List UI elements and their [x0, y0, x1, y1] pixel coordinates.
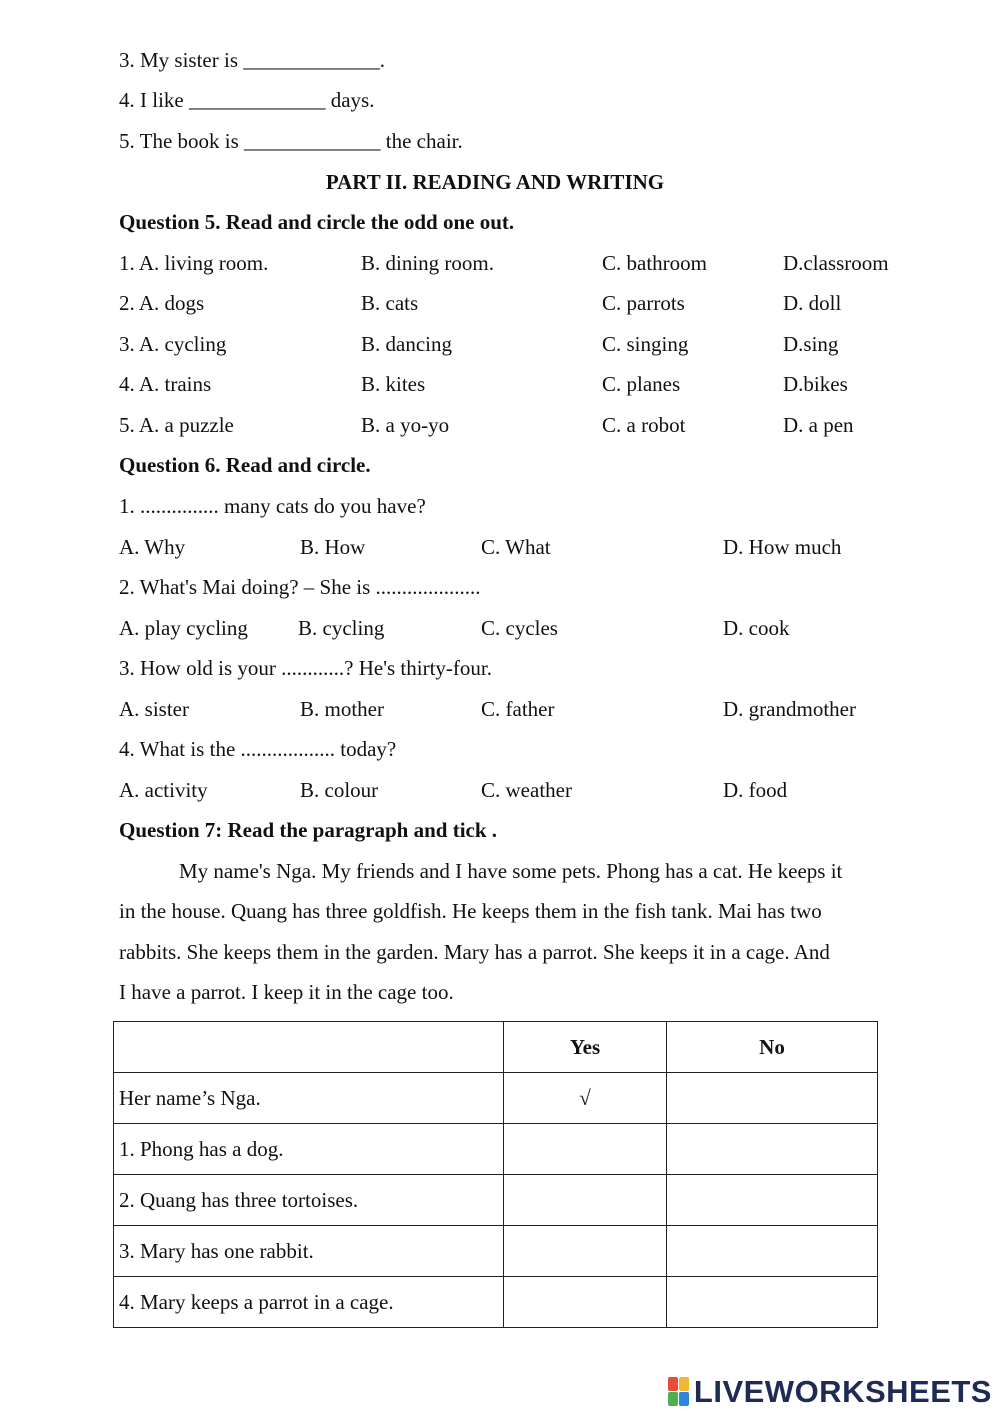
- no-cell[interactable]: [667, 1226, 878, 1277]
- statement-cell: 3. Mary has one rabbit.: [114, 1226, 504, 1277]
- q5-option[interactable]: B. dining room.: [361, 251, 495, 275]
- header-cell-statement: [114, 1022, 504, 1073]
- logo-text: LIVEWORKSHEETS: [693, 1374, 992, 1409]
- no-cell[interactable]: [667, 1175, 878, 1226]
- q5-option[interactable]: 4. A. trains: [119, 372, 212, 396]
- header-cell-no: No: [667, 1022, 878, 1073]
- q6-question-4: 4. What is the .................. today?: [119, 737, 397, 761]
- q5-option[interactable]: 5. A. a puzzle: [119, 413, 234, 437]
- q5-option[interactable]: B. kites: [361, 372, 426, 396]
- q6-option[interactable]: C. father: [481, 697, 555, 721]
- q6-option[interactable]: C. weather: [481, 778, 572, 802]
- paragraph-line: in the house. Quang has three goldfish. He keeps them in the fish tank. Mai has two: [119, 899, 822, 923]
- no-cell[interactable]: [667, 1124, 878, 1175]
- part-2-title: PART II. READING AND WRITING: [325, 170, 665, 194]
- statement-cell: Her name’s Nga.: [114, 1073, 504, 1124]
- q6-question-3: 3. How old is your ............? He's thirty-four.: [119, 656, 492, 680]
- statement-cell: 4. Mary keeps a parrot in a cage.: [114, 1277, 504, 1328]
- q6-option[interactable]: C. What: [481, 535, 551, 559]
- q6-option[interactable]: A. play cycling: [119, 616, 248, 640]
- paragraph-line: I have a parrot. I keep it in the cage too.: [119, 980, 454, 1004]
- q6-option[interactable]: B. mother: [300, 697, 384, 721]
- q5-option[interactable]: D.bikes: [783, 372, 848, 396]
- q6-option[interactable]: C. cycles: [481, 616, 558, 640]
- q5-option[interactable]: D. doll: [783, 291, 842, 315]
- q5-option[interactable]: D.classroom: [783, 251, 889, 275]
- yes-cell[interactable]: [504, 1226, 667, 1277]
- tick-table: [113, 1021, 878, 1328]
- table-row: [114, 1124, 878, 1175]
- q5-option[interactable]: C. bathroom: [602, 251, 707, 275]
- q6-question-2: 2. What's Mai doing? – She is ....................: [119, 575, 481, 599]
- yes-cell[interactable]: [504, 1175, 667, 1226]
- statement-cell: 2. Quang has three tortoises.: [114, 1175, 504, 1226]
- no-cell[interactable]: [667, 1277, 878, 1328]
- q5-option[interactable]: 3. A. cycling: [119, 332, 227, 356]
- q5-option[interactable]: B. dancing: [361, 332, 452, 356]
- q5-option[interactable]: C. a robot: [602, 413, 686, 437]
- liveworksheets-logo: [668, 1374, 992, 1410]
- q6-option[interactable]: D. grandmother: [723, 697, 856, 721]
- paragraph-line: rabbits. She keeps them in the garden. Mary has a parrot. She keeps it in a cage. And: [119, 940, 830, 964]
- q5-option[interactable]: D. a pen: [783, 413, 854, 437]
- question-7-title: Question 7: Read the paragraph and tick .: [119, 818, 498, 842]
- q5-option[interactable]: C. singing: [602, 332, 689, 356]
- paragraph-line: My name's Nga. My friends and I have some pets. Phong has a cat. He keeps it: [179, 859, 843, 883]
- q6-option[interactable]: D. cook: [723, 616, 790, 640]
- q5-option[interactable]: 1. A. living room.: [119, 251, 269, 275]
- fill-blank-item-3: 3. My sister is _____________.: [119, 48, 386, 72]
- table-row: [114, 1073, 878, 1124]
- no-cell[interactable]: [667, 1073, 878, 1124]
- table-row: [114, 1175, 878, 1226]
- yes-cell[interactable]: √: [504, 1073, 667, 1124]
- fill-blank-item-4: 4. I like _____________ days.: [119, 88, 375, 112]
- question-6-title: Question 6. Read and circle.: [119, 453, 371, 477]
- question-5-title: Question 5. Read and circle the odd one out.: [119, 210, 515, 234]
- statement-cell: 1. Phong has a dog.: [114, 1124, 504, 1175]
- q6-option[interactable]: D. food: [723, 778, 788, 802]
- q5-option[interactable]: 2. A. dogs: [119, 291, 205, 315]
- q6-question-1: 1. ............... many cats do you have?: [119, 494, 426, 518]
- header-cell-yes: Yes: [504, 1022, 667, 1073]
- logo-mark-icon: [668, 1377, 690, 1407]
- yes-cell[interactable]: [504, 1277, 667, 1328]
- q6-option[interactable]: D. How much: [723, 535, 842, 559]
- q5-option[interactable]: B. cats: [361, 291, 419, 315]
- q5-option[interactable]: D.sing: [783, 332, 839, 356]
- q6-option[interactable]: A. sister: [119, 697, 189, 721]
- q6-option[interactable]: B. colour: [300, 778, 379, 802]
- fill-blank-item-5: 5. The book is _____________ the chair.: [119, 129, 463, 153]
- yes-cell[interactable]: [504, 1124, 667, 1175]
- q6-option[interactable]: B. cycling: [298, 616, 385, 640]
- q6-option[interactable]: A. Why: [119, 535, 186, 559]
- table-header-row: [114, 1022, 878, 1073]
- q5-option[interactable]: C. parrots: [602, 291, 685, 315]
- table-row: [114, 1277, 878, 1328]
- q6-option[interactable]: B. How: [300, 535, 366, 559]
- q6-option[interactable]: A. activity: [119, 778, 208, 802]
- q5-option[interactable]: B. a yo-yo: [361, 413, 450, 437]
- q5-option[interactable]: C. planes: [602, 372, 681, 396]
- table-row: [114, 1226, 878, 1277]
